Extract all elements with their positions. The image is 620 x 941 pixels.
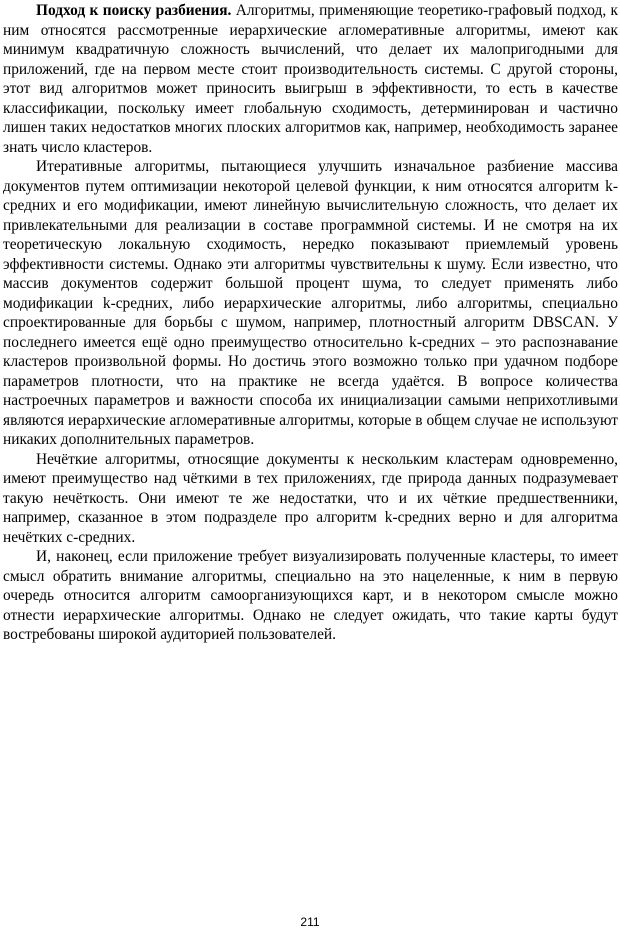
paragraph-3: Нечёткие алгоритмы, относящие документы к нескольким кластерам одновременно, имеют преимущество над чёткими в тех приложениях, где природа данных подразумевает такую нечёткость. Они имеют те же недостатки, что и их чёткие предшественники, например, сказанное в этом подразделе про алгоритм k-средних верно и для алгоритма нечётких c-средних. xyxy=(3,450,618,546)
page-number: 211 xyxy=(300,915,320,929)
paragraph-1-lead: Подход к поиску разбиения. xyxy=(36,2,232,19)
paragraph-2: Итеративные алгоритмы, пытающиеся улучшить изначальное разбиение массива документов путем оптимизации некоторой целевой функции, к ним относятся алгоритм k-средних и его модификации, имеют линейную вычислительную сложность, что делает их привлекательными для реализации в составе программной системы. И не смотря на их теоретическую локальную сходимость, нередко показывают приемлемый уровень эффективности системы. Однако эти алгоритмы чувствительны к шуму. Если известно, что массив документов содержит большой процент шума, то следует применять либо модификации k-средних, либо иерархические алгоритмы, либо алгоритмы, специально спроектированные для борьбы с шумом, например, плотностный алгоритм DBSCAN. У последнего имеется ещё одно преимущество относительно k-средних – это распознавание кластеров произвольной формы. Но достичь этого возможно только при удачном подборе параметров плотности, что на практике не всегда удаётся. В вопросе количества настроечных параметров и важности способа их инициализации самыми неприхотливыми являются иерархические агломеративные алгоритмы, которые в общем случае не используют никаких дополнительных параметров. xyxy=(3,158,618,448)
paragraph-4: И, наконец, если приложение требует визуализировать полученные кластеры, то имеет смысл обратить внимание алгоритмы, специально на это нацеленные, к ним в первую очередь относится алгоритм самоорганизующихся карт, и в некотором смысле можно отнести иерархические алгоритмы. Однако не следует ожидать, что такие карты будут востребованы широкой аудиторией пользователей. xyxy=(3,548,618,643)
paragraph-1-text: Алгоритмы, применяющие теоретико-графовый подход, к ним относятся рассмотренные иерархические агломеративные алгоритмы, имеют как минимум квадратичную сложность вычислений, что делает их малопригодными для приложений, где на первом месте стоит производительность системы. С другой стороны, этот вид алгоритмов может приносить выигрыш в эффективности, то есть в качестве классификации, поскольку имеет глобальную сходимость, детерминирован и частично лишен таких недостатков многих плоских алгоритмов как, например, необходимость заранее знать число кластеров. xyxy=(3,2,618,156)
paragraph-1 xyxy=(3,1,618,157)
body-text xyxy=(3,1,618,645)
